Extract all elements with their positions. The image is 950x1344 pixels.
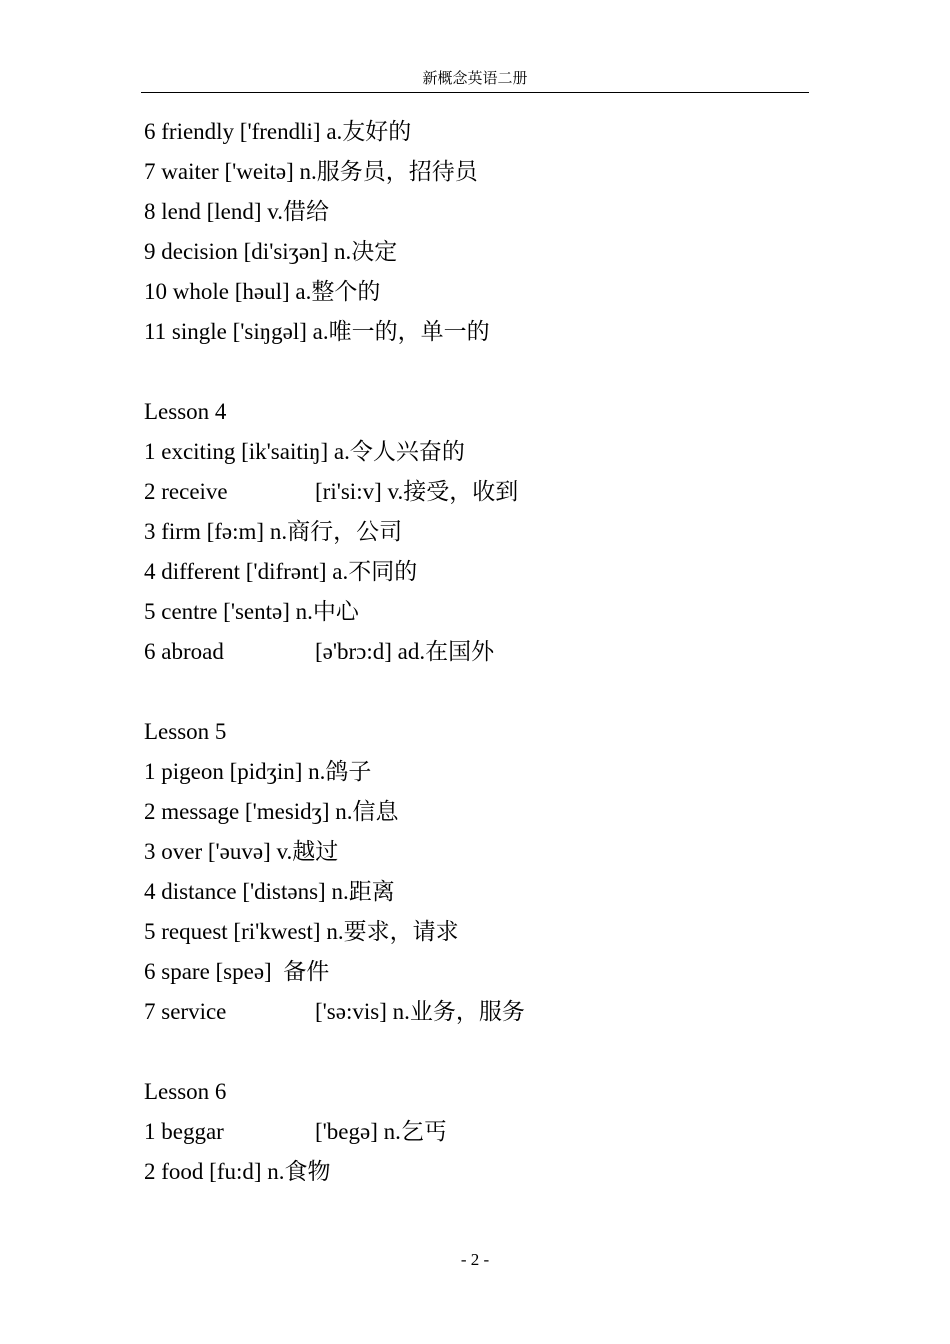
vocabulary-list xyxy=(144,112,824,1192)
blank-line xyxy=(144,672,824,712)
vocab-line: 2 food [fu:d] n.食物 xyxy=(144,1159,331,1184)
vocab-word: 1 beggar xyxy=(144,1119,224,1144)
vocab-line: 6 friendly ['frendli] a.友好的 xyxy=(144,119,412,144)
vocab-definition: ['sə:vis] n.业务，服务 xyxy=(315,999,525,1024)
vocab-line: 7 waiter ['weitə] n.服务员，招待员 xyxy=(144,159,478,184)
vocab-line: 2 message ['mesidʒ] n.信息 xyxy=(144,799,399,824)
vocab-line xyxy=(144,472,824,512)
lesson-heading: Lesson 5 xyxy=(144,719,227,744)
vocab-definition: [ə'brɔ:d] ad.在国外 xyxy=(315,639,495,664)
vocab-word: 2 receive xyxy=(144,479,228,504)
vocab-line: 10 whole [həul] a.整个的 xyxy=(144,279,381,304)
vocab-line: 3 firm [fə:m] n.商行，公司 xyxy=(144,519,403,544)
vocab-definition: [ri'si:v] v.接受，收到 xyxy=(315,479,519,504)
vocab-line: 9 decision [di'siʒən] n.决定 xyxy=(144,239,398,264)
vocab-line: 1 exciting [ik'saitiŋ] a.令人兴奋的 xyxy=(144,439,465,464)
header-title: 新概念英语二册 xyxy=(422,71,528,87)
vocab-line: 11 single ['siŋgəl] a.唯一的，单一的 xyxy=(144,319,490,344)
vocab-line xyxy=(144,992,824,1032)
page-header xyxy=(141,66,809,93)
vocab-word: 6 abroad xyxy=(144,639,224,664)
blank-line xyxy=(144,1032,824,1072)
page-number: - 2 - xyxy=(460,1250,490,1269)
vocab-line xyxy=(144,1112,824,1152)
vocab-line: 4 different ['difrənt] a.不同的 xyxy=(144,559,418,584)
vocab-word: 7 service xyxy=(144,999,227,1024)
lesson-heading: Lesson 4 xyxy=(144,399,227,424)
vocab-line: 6 spare [speə] 备件 xyxy=(144,959,330,984)
lesson-heading: Lesson 6 xyxy=(144,1079,227,1104)
blank-line xyxy=(144,352,824,392)
vocab-line: 3 over ['əuvə] v.越过 xyxy=(144,839,339,864)
vocab-line: 8 lend [lend] v.借给 xyxy=(144,199,330,224)
vocab-line: 5 centre ['sentə] n.中心 xyxy=(144,599,359,624)
vocab-line: 5 request [ri'kwest] n.要求，请求 xyxy=(144,919,459,944)
vocab-line: 1 pigeon [pidʒin] n.鸽子 xyxy=(144,759,372,784)
vocab-line xyxy=(144,632,824,672)
vocab-line: 4 distance ['distəns] n.距离 xyxy=(144,879,395,904)
vocab-definition: ['begə] n.乞丐 xyxy=(315,1119,447,1144)
